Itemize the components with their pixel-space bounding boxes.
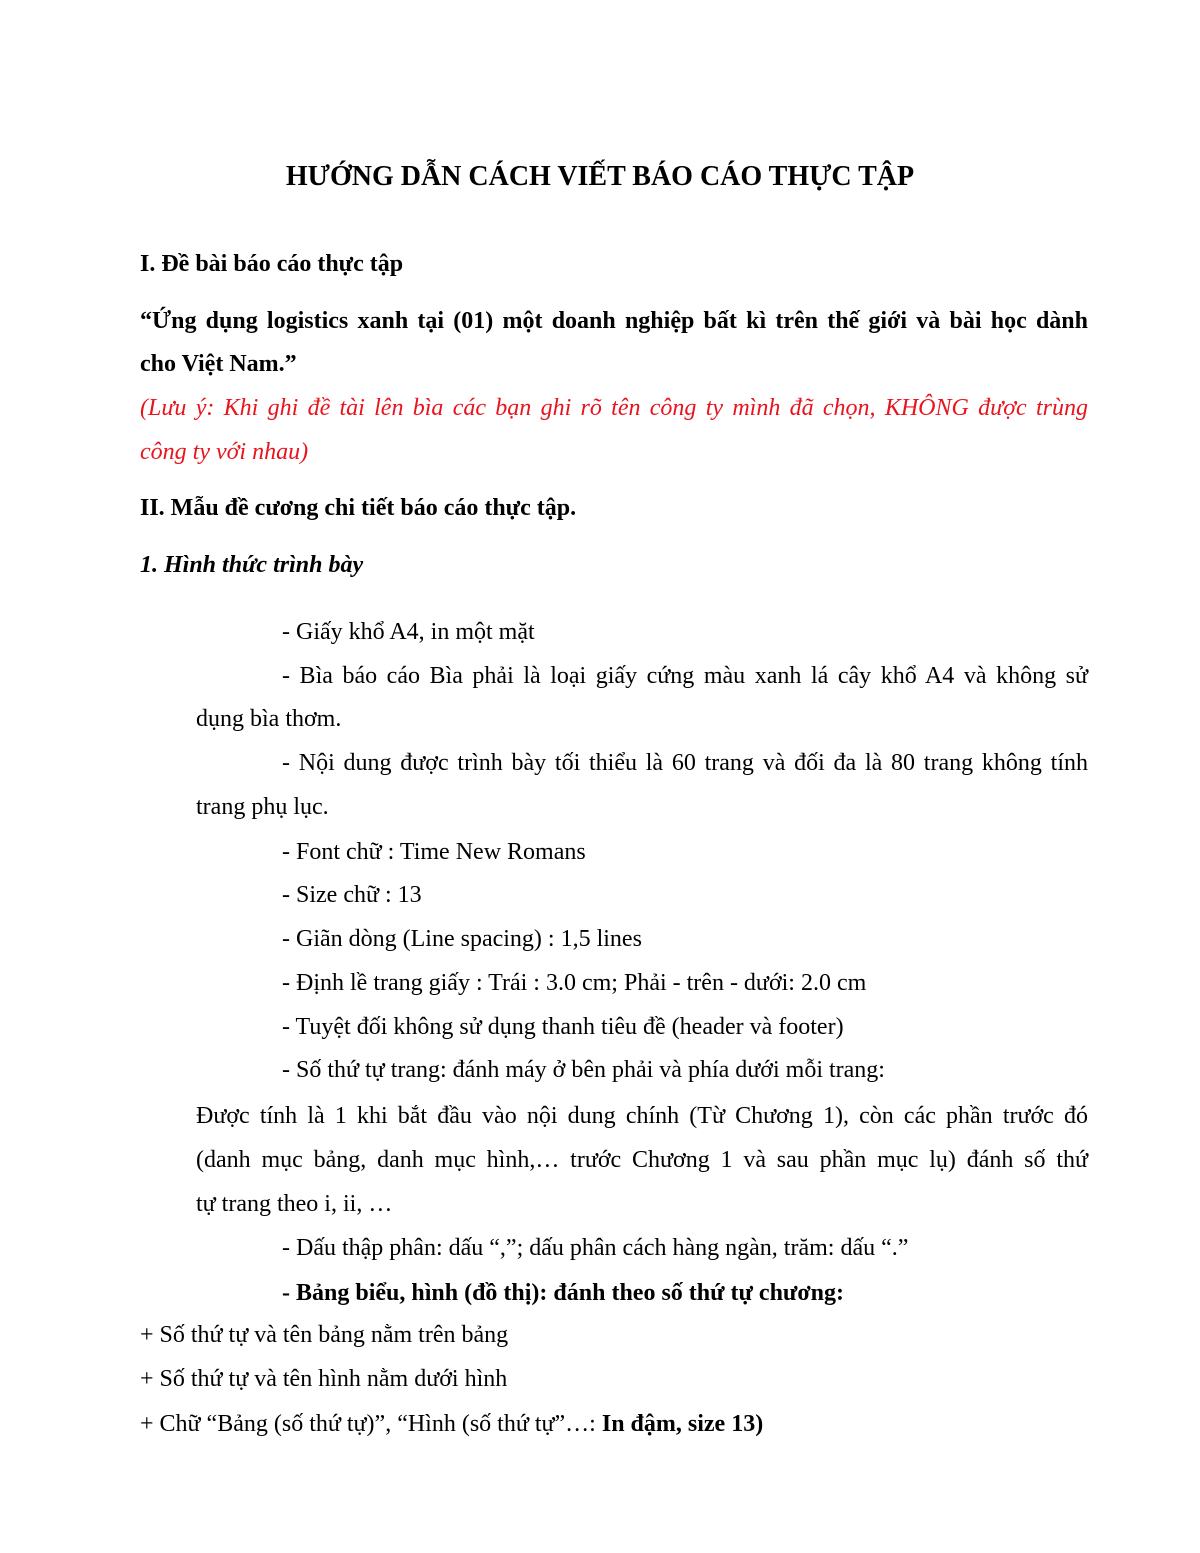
item-label-rule-prefix: + Chữ “Bảng (số thứ tự)”, “Hình (số thứ tự”…: xyxy=(140,1411,602,1437)
document-title: HƯỚNG DẪN CÁCH VIẾT BÁO CÁO THỰC TẬP xyxy=(285,161,915,192)
item-label-rule xyxy=(140,1409,763,1439)
item-spacing: - Giãn dòng (Line spacing) : 1,5 lines xyxy=(282,926,642,952)
item-size: - Size chữ : 13 xyxy=(282,882,422,908)
topic-line-2: cho Việt Nam.” xyxy=(140,351,297,377)
item-content-line-1: - Nội dung được trình bày tối thiểu là 60 trang và đối đa là 80 trang không tính xyxy=(282,750,1088,776)
section-1-heading: I. Đề bài báo cáo thực tập xyxy=(140,251,404,277)
item-table-rule: + Số thứ tự và tên bảng nằm trên bảng xyxy=(140,1322,509,1348)
topic-line-1: “Ứng dụng logistics xanh tại (01) một doanh nghiệp bất kì trên thế giới và bài học dành xyxy=(140,308,1088,334)
item-label-rule-bold: In đậm, size 13) xyxy=(601,1411,764,1437)
item-counting-line-3: tự trang theo i, ii, … xyxy=(196,1191,393,1217)
item-counting-line-1: Được tính là 1 khi bắt đầu vào nội dung chính (Từ Chương 1), còn các phần trước đó xyxy=(196,1103,1088,1129)
section-2-heading: II. Mẫu đề cương chi tiết báo cáo thực tập. xyxy=(140,495,577,521)
note-line-2: công ty với nhau) xyxy=(140,439,309,465)
item-cover-line-1: - Bìa báo cáo Bìa phải là loại giấy cứng màu xanh lá cây khổ A4 và không sử xyxy=(282,663,1088,689)
item-decimal: - Dấu thập phân: dấu “,”; dấu phân cách hàng ngàn, trăm: dấu “.” xyxy=(282,1235,909,1261)
item-content-line-2: trang phụ lục. xyxy=(196,794,329,820)
item-paper: - Giấy khổ A4, in một mặt xyxy=(282,619,535,645)
item-font: - Font chữ : Time New Romans xyxy=(282,839,586,865)
item-tables-heading: - Bảng biểu, hình (đồ thị): đánh theo số thứ tự chương: xyxy=(282,1280,844,1306)
item-page-number: - Số thứ tự trang: đánh máy ở bên phải và phía dưới mỗi trang: xyxy=(282,1057,885,1083)
item-margins: - Định lề trang giấy : Trái : 3.0 cm; Phải - trên - dưới: 2.0 cm xyxy=(282,970,867,996)
note-line-1: (Lưu ý: Khi ghi đề tài lên bìa các bạn ghi rõ tên công ty mình đã chọn, KHÔNG được trùng xyxy=(140,395,1088,421)
item-cover-line-2: dụng bìa thơm. xyxy=(196,706,342,732)
section-2-subheading: 1. Hình thức trình bày xyxy=(140,552,364,578)
item-figure-rule: + Số thứ tự và tên hình nằm dưới hình xyxy=(140,1366,508,1392)
item-counting-line-2: (danh mục bảng, danh mục hình,… trước Chương 1 và sau phần mục lụ) đánh số thứ xyxy=(196,1147,1088,1173)
item-header-footer: - Tuyệt đối không sử dụng thanh tiêu đề (header và footer) xyxy=(282,1014,844,1040)
